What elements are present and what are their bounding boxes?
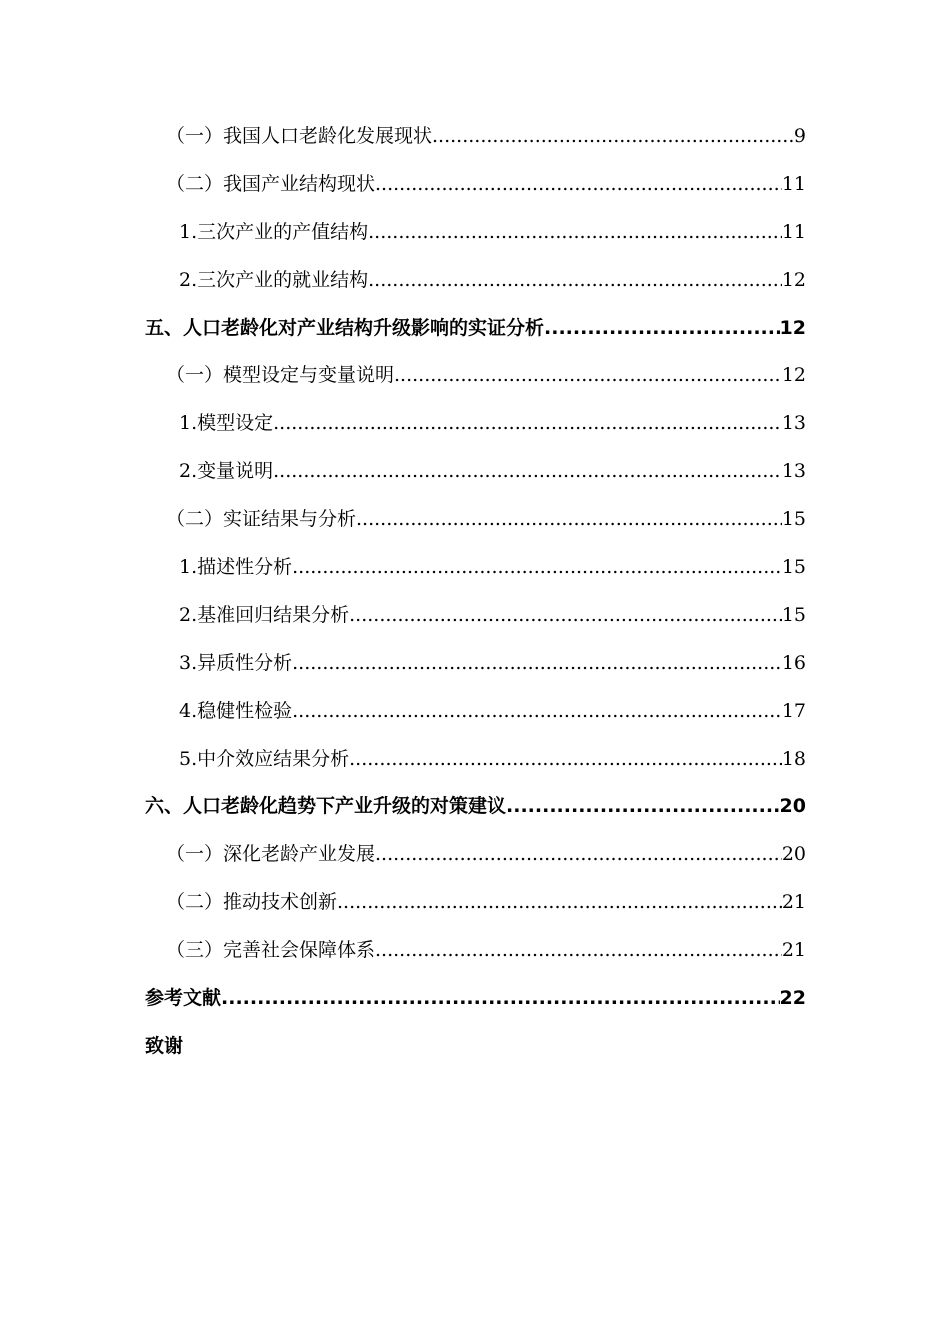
toc-entry-title: 2.三次产业的就业结构 <box>179 268 369 291</box>
toc-entry-page-number: 20 <box>781 843 806 866</box>
toc-dot-leader <box>337 879 782 927</box>
toc-entry[interactable] <box>145 879 806 927</box>
toc-entry-title: （一）我国人口老龄化发展现状 <box>166 125 433 147</box>
toc-entry-title: 4.稳健性检验 <box>179 699 293 722</box>
toc-entry[interactable] <box>145 831 806 879</box>
toc-entry-title: （二）推动技术创新 <box>166 891 338 914</box>
toc-dot-leader <box>221 975 780 1023</box>
toc-entry[interactable] <box>145 257 806 305</box>
toc-entry[interactable] <box>145 1023 806 1071</box>
toc-dot-leader <box>292 688 782 736</box>
toc-entry[interactable] <box>145 209 806 257</box>
toc-entry-page-number: 13 <box>781 412 806 435</box>
toc-entry-page-number: 15 <box>781 556 806 579</box>
toc-entry[interactable] <box>145 688 806 736</box>
toc-entry-title: 3.异质性分析 <box>179 651 293 674</box>
toc-entry-title: （一）深化老龄产业发展 <box>166 843 376 866</box>
toc-entry[interactable] <box>145 161 806 209</box>
toc-dot-leader <box>375 927 782 975</box>
toc-entry-page-number: 22 <box>779 987 806 1010</box>
toc-entry-title: 5.中介效应结果分析 <box>179 747 350 770</box>
toc-entry-title: （三）完善社会保障体系 <box>166 939 376 962</box>
toc-entry-page-number: 12 <box>779 316 806 339</box>
toc-dot-leader <box>368 257 782 305</box>
toc-entry[interactable] <box>145 352 806 400</box>
toc-entry-title: 1.模型设定 <box>179 412 274 435</box>
toc-entry-page-number: 17 <box>781 699 806 722</box>
toc-entry-title: 致谢 <box>145 1034 184 1057</box>
toc-entry[interactable] <box>145 592 806 640</box>
toc-entry-page-number: 11 <box>781 220 806 243</box>
toc-entry[interactable] <box>145 736 806 784</box>
toc-entry-title: 六、人口老龄化趋势下产业升级的对策建议 <box>145 795 507 818</box>
toc-entry-page-number: 16 <box>781 651 806 674</box>
toc-entry-title: 1.三次产业的产值结构 <box>179 220 369 243</box>
toc-dot-leader <box>292 640 782 688</box>
toc-entry-title: 1.描述性分析 <box>179 556 293 579</box>
toc-dot-leader <box>273 400 782 448</box>
toc-entry-page-number: 20 <box>779 795 806 818</box>
toc-entry[interactable] <box>145 113 806 161</box>
toc-entry-title: 2.变量说明 <box>179 460 274 483</box>
toc-entry-title: 2.基准回归结果分析 <box>179 603 350 626</box>
toc-entry[interactable] <box>145 783 806 831</box>
toc-entry-title: （二）实证结果与分析 <box>166 508 357 531</box>
toc-dot-leader <box>273 448 782 496</box>
toc-entry-page-number: 12 <box>781 364 806 387</box>
toc-entry[interactable] <box>145 975 806 1023</box>
toc-entry-page-number: 9 <box>793 125 806 147</box>
toc-entry-page-number: 15 <box>781 508 806 531</box>
toc-entry-title: 参考文献 <box>145 987 222 1010</box>
toc-entry-title: 五、人口老龄化对产业结构升级影响的实证分析 <box>145 316 545 339</box>
toc-entry-page-number: 18 <box>781 747 806 770</box>
toc-dot-leader <box>506 783 780 831</box>
toc-entry[interactable] <box>145 927 806 975</box>
toc-dot-leader <box>544 305 780 353</box>
toc-entry-page-number: 21 <box>781 891 806 914</box>
toc-entry[interactable] <box>145 544 806 592</box>
toc-entry[interactable] <box>145 448 806 496</box>
toc-entry-title: （一）模型设定与变量说明 <box>166 364 395 387</box>
toc-dot-leader <box>394 352 782 400</box>
toc-entry-page-number: 13 <box>781 460 806 483</box>
toc-entry[interactable] <box>145 305 806 353</box>
toc-entry[interactable] <box>145 496 806 544</box>
toc-entry-page-number: 15 <box>781 603 806 626</box>
toc-dot-leader <box>292 544 782 592</box>
toc-entry-title: （二）我国产业结构现状 <box>166 172 376 195</box>
toc-entry[interactable] <box>145 400 806 448</box>
toc-entry-page-number: 11 <box>781 172 806 195</box>
toc-entry[interactable] <box>145 640 806 688</box>
toc-dot-leader <box>375 831 782 879</box>
toc-dot-leader <box>432 113 794 161</box>
toc-dot-leader <box>368 209 782 257</box>
toc-entry-page-number: 12 <box>781 268 806 291</box>
toc-dot-leader <box>375 161 782 209</box>
toc-entry-page-number: 21 <box>781 939 806 962</box>
toc-dot-leader <box>356 496 782 544</box>
toc-dot-leader <box>349 736 782 784</box>
table-of-contents <box>145 113 806 1071</box>
toc-dot-leader <box>349 592 782 640</box>
